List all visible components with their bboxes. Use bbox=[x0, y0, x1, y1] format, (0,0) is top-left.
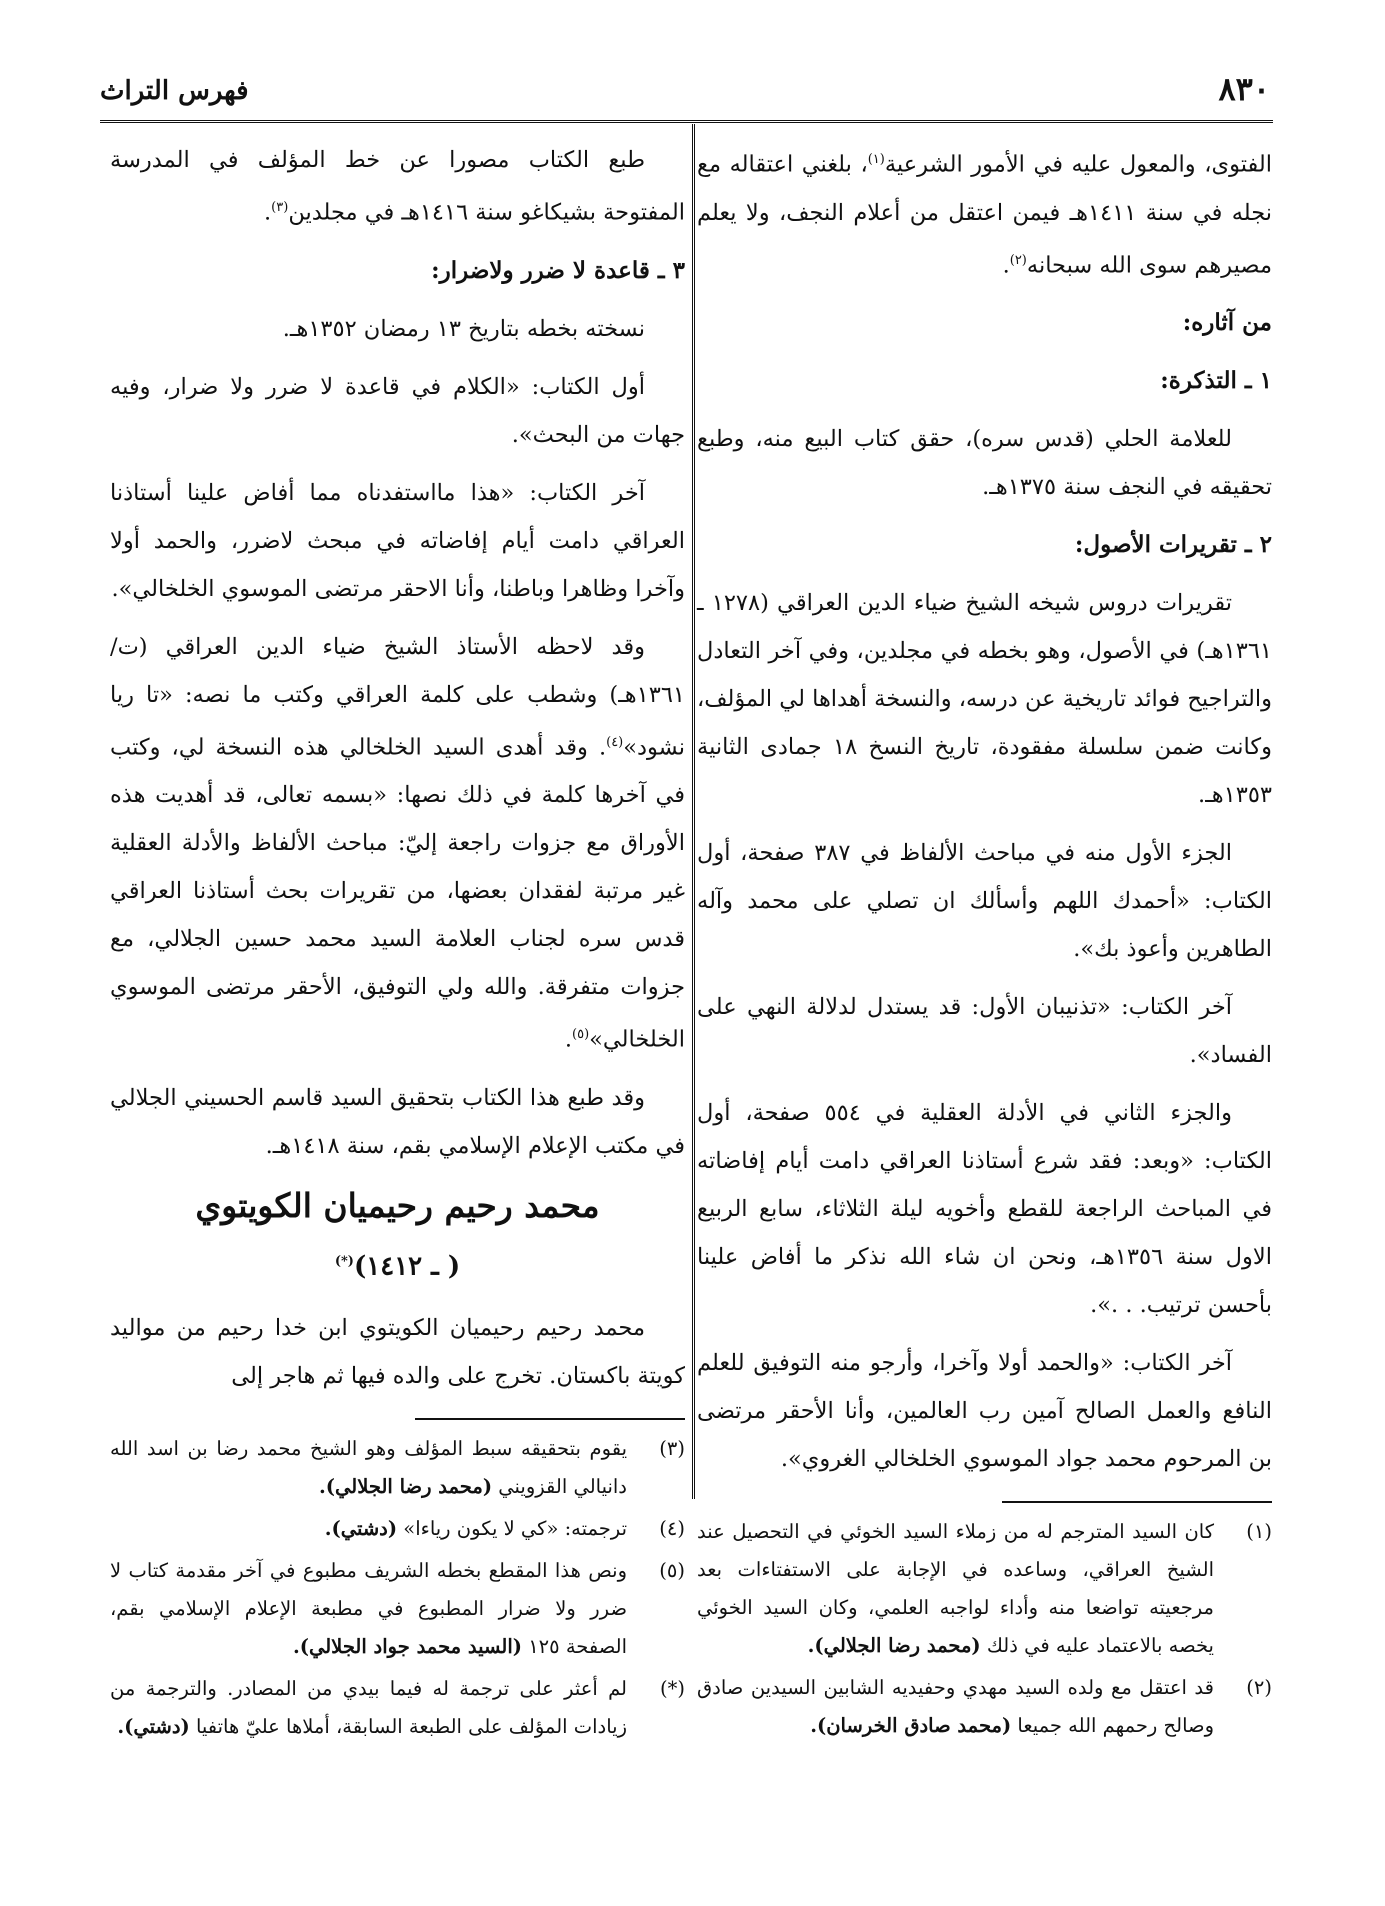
text-run: . bbox=[1002, 252, 1010, 278]
footnote-text bbox=[110, 1430, 627, 1506]
text-run: لم أعثر على ترجمة له فيما بيدي من المصادر. والترجمة من زيادات المؤلف على الطبعة السابقة، أملاها عليّ هاتفيا bbox=[110, 1677, 627, 1739]
item-heading: ٣ ـ قاعدة لا ضرر ولاضرار: bbox=[431, 256, 685, 284]
footnote-ref[interactable]: (١) bbox=[867, 152, 885, 167]
paragraph bbox=[697, 136, 1272, 289]
footnote-mark: (*) bbox=[660, 1677, 685, 1701]
footnote-mark: (٥) bbox=[659, 1559, 685, 1583]
header-rule bbox=[100, 120, 1273, 123]
footnote bbox=[110, 1430, 685, 1506]
paragraph: الجزء الأول منه في مباحث الألفاظ في ٣٨٧ صفحة، أول الكتاب: «أحمدك اللهم وأسألك ان تصلي على محمد وآله الطاهرين وأعوذ بك». bbox=[697, 840, 1272, 962]
left-column bbox=[110, 136, 685, 1750]
text-run: الفتوى، والمعول عليه في الأمور الشرعية bbox=[884, 151, 1272, 178]
paragraph: والجزء الثاني في الأدلة العقلية في ٥٥٤ صفحة، أول الكتاب: «وبعد: فقد شرع أستاذنا العراقي دامت أيام إفاضاته في المباحث الراجعة للقطع وأخويه ليلة الثلاثاء، سابع الربيع الاول سنة ١٣٥٦هـ، ونحن ان شاء الله نذكر ما أفاض علينا بأحسن ترتيب. . .». bbox=[697, 1100, 1272, 1318]
paragraph: آخر الكتاب: «هذا مااستفدناه مما أفاض علينا أستاذنا العراقي دامت أيام إفاضاته في مبحث لاضرر، والحمد أولا وآخرا وظاهرا وباطنا، وأنا الاحقر مرتضى الموسوي الخلخالي». bbox=[110, 479, 685, 602]
footnote bbox=[110, 1510, 685, 1548]
paragraph: وقد طبع هذا الكتاب بتحقيق السيد قاسم الحسيني الجلالي في مكتب الإعلام الإسلامي بقم، سنة ١٤١٨هـ. bbox=[110, 1084, 685, 1159]
text-run: قد اعتقل مع ولده السيد مهدي وحفيديه الشابين السيدين صادق وصالح رحمهم الله جميعا bbox=[697, 1676, 1214, 1737]
footnote bbox=[697, 1669, 1272, 1745]
text-run: يقوم بتحقيقه سبط المؤلف وهو الشيخ محمد رضا بن اسد الله دانيالي القزويني bbox=[110, 1437, 627, 1499]
footnote-ref[interactable]: (٥) bbox=[572, 1027, 590, 1042]
footnote-ref[interactable]: (٢) bbox=[1009, 252, 1027, 268]
entry-title: محمد رحيم رحيميان الكويتوي bbox=[195, 1185, 600, 1225]
footnote-credit: (دشتي). bbox=[117, 1715, 190, 1739]
footnote-text bbox=[110, 1670, 627, 1746]
paragraph: آخر الكتاب: «والحمد أولا وآخرا، وأرجو منه التوفيق للعلم النافع والعمل الصالح آمين رب العالمين، وأنا الأحقر مرتضى بن المرحوم محمد جواد الموسوي الخلخالي الغروي». bbox=[697, 1350, 1272, 1472]
footnote-ref[interactable]: (٤) bbox=[606, 734, 624, 750]
text-run: . وقد أهدى السيد الخلخالي هذه النسخة لي، وكتب في آخرها كلمة في ذلك نصها: «بسمه تعالى، قد أهديت هذه الأوراق مع جزوات راجعة إليّ: مباحث الألفاظ والأدلة العقلية غير مرتبة لفقدان بعضها، من تقريرات بحث أستاذنا العراقي قدس سره لجناب العلامة السيد محمد حسين الجلالي، مع جزوات متفرقة. والله ولي التوفيق، الأحقر مرتضى الموسوي الخلخالي» bbox=[110, 734, 685, 1053]
paragraph bbox=[110, 136, 685, 237]
footnote-rule bbox=[415, 1418, 685, 1420]
entry-dates bbox=[110, 1240, 685, 1289]
footnote-credit: (دشتي). bbox=[324, 1517, 398, 1541]
footnote-text bbox=[697, 1669, 1214, 1745]
footnote-mark: (٤) bbox=[659, 1517, 685, 1541]
text-run: . bbox=[564, 1026, 573, 1053]
footnote-mark: (١) bbox=[1246, 1520, 1272, 1543]
footnote bbox=[110, 1670, 685, 1746]
text-run: كان السيد المترجم له من زملاء السيد الخوئي في التحصيل عند الشيخ العراقي، وساعده في الإجابة على الاستفتاءات بعد مرجعيته تواضعا منه وأداء لواجبه العلمي، وكان السيد الخوئي يخصه بالاعتماد عليه في ذلك bbox=[697, 1520, 1214, 1657]
paragraph: آخر الكتاب: «تذنيبان الأول: قد يستدل لدلالة النهي على الفساد». bbox=[697, 994, 1272, 1068]
footnote-mark: (٣) bbox=[659, 1437, 685, 1461]
footnote-credit: (محمد صادق الخرسان). bbox=[810, 1714, 1012, 1737]
footnote bbox=[110, 1552, 685, 1666]
footnote-mark: (٢) bbox=[1246, 1676, 1272, 1699]
paragraph: محمد رحيم رحيميان الكويتوي ابن خدا رحيم من مواليد كويتة باكستان. تخرج على والده فيها ثم هاجر إلى bbox=[110, 1315, 685, 1390]
text-run: ترجمته: «كي لا يكون رياءا» bbox=[403, 1517, 627, 1541]
footnote-credit: (محمد رضا الجلالي). bbox=[807, 1634, 981, 1657]
item-heading: ٢ ـ تقريرات الأصول: bbox=[1074, 531, 1272, 558]
works-heading: من آثاره: bbox=[1182, 309, 1272, 336]
text-run: طبع الكتاب مصورا عن خط المؤلف في المدرسة المفتوحة بشيكاغو سنة ١٤١٦هـ في مجلدين bbox=[110, 147, 685, 226]
footnote-text bbox=[110, 1552, 627, 1666]
column-divider bbox=[692, 124, 695, 1499]
paragraph: نسخته بخطه بتاريخ ١٣ رمضان ١٣٥٢هـ. bbox=[282, 315, 645, 342]
footnote-ref[interactable]: (٣) bbox=[271, 200, 289, 215]
text-run: وقد لاحظه الأستاذ الشيخ ضياء الدين العراقي (ت/ ١٣٦١هـ) وشطب على كلمة العراقي وكتب ما نصه: «تا ريا نشود» bbox=[110, 633, 685, 760]
paragraph: أول الكتاب: «الكلام في قاعدة لا ضرر ولا ضرار، وفيه جهات من البحث». bbox=[110, 373, 685, 448]
item-heading: ١ ـ التذكرة: bbox=[1160, 367, 1272, 394]
footnote-text bbox=[110, 1510, 627, 1548]
right-column bbox=[697, 136, 1272, 1749]
page-number: ٨٣٠ bbox=[1218, 70, 1270, 108]
text-run: ، بلغني اعتقاله مع نجله في سنة ١٤١١هـ فيمن اعتقل من أعلام النجف، ولا يعلم مصيرهم سوى الله سبحانه bbox=[697, 151, 1273, 278]
footnote-credit: (محمد رضا الجلالي). bbox=[319, 1475, 493, 1499]
footnote-ref[interactable]: (*) bbox=[334, 1253, 354, 1269]
paragraph bbox=[110, 623, 685, 1064]
text-run: ( ـ ١٤١٢) bbox=[353, 1251, 461, 1282]
text-run: ونص هذا المقطع بخطه الشريف مطبوع في آخر مقدمة كتاب لا ضرر ولا ضرار المطبوع في مطبعة الإعلام الإسلامي بقم، الصفحة ١٢٥ bbox=[110, 1559, 627, 1659]
running-title: فهرس التراث bbox=[100, 76, 249, 106]
text-run: . bbox=[264, 199, 272, 226]
footnote bbox=[697, 1513, 1272, 1665]
footnote-text bbox=[697, 1513, 1214, 1665]
paragraph: للعلامة الحلي (قدس سره)، حقق كتاب البيع منه، وطبع تحقيقه في النجف سنة ١٣٧٥هـ. bbox=[697, 426, 1272, 500]
footnote-credit: (السيد محمد جواد الجلالي). bbox=[292, 1635, 522, 1659]
paragraph: تقريرات دروس شيخه الشيخ ضياء الدين العراقي (١٢٧٨ ـ ١٣٦١هـ) في الأصول، وهو بخطه في مجلدين، وفي آخر التعادل والتراجيح فوائد تاريخية عن درسه، والنسخة أهداها لي المؤلف، وكانت ضمن سلسلة مفقودة، تاريخ النسخ ١٨ جمادى الثانية ١٣٥٣هـ. bbox=[697, 590, 1272, 808]
footnote-rule bbox=[1002, 1501, 1272, 1503]
